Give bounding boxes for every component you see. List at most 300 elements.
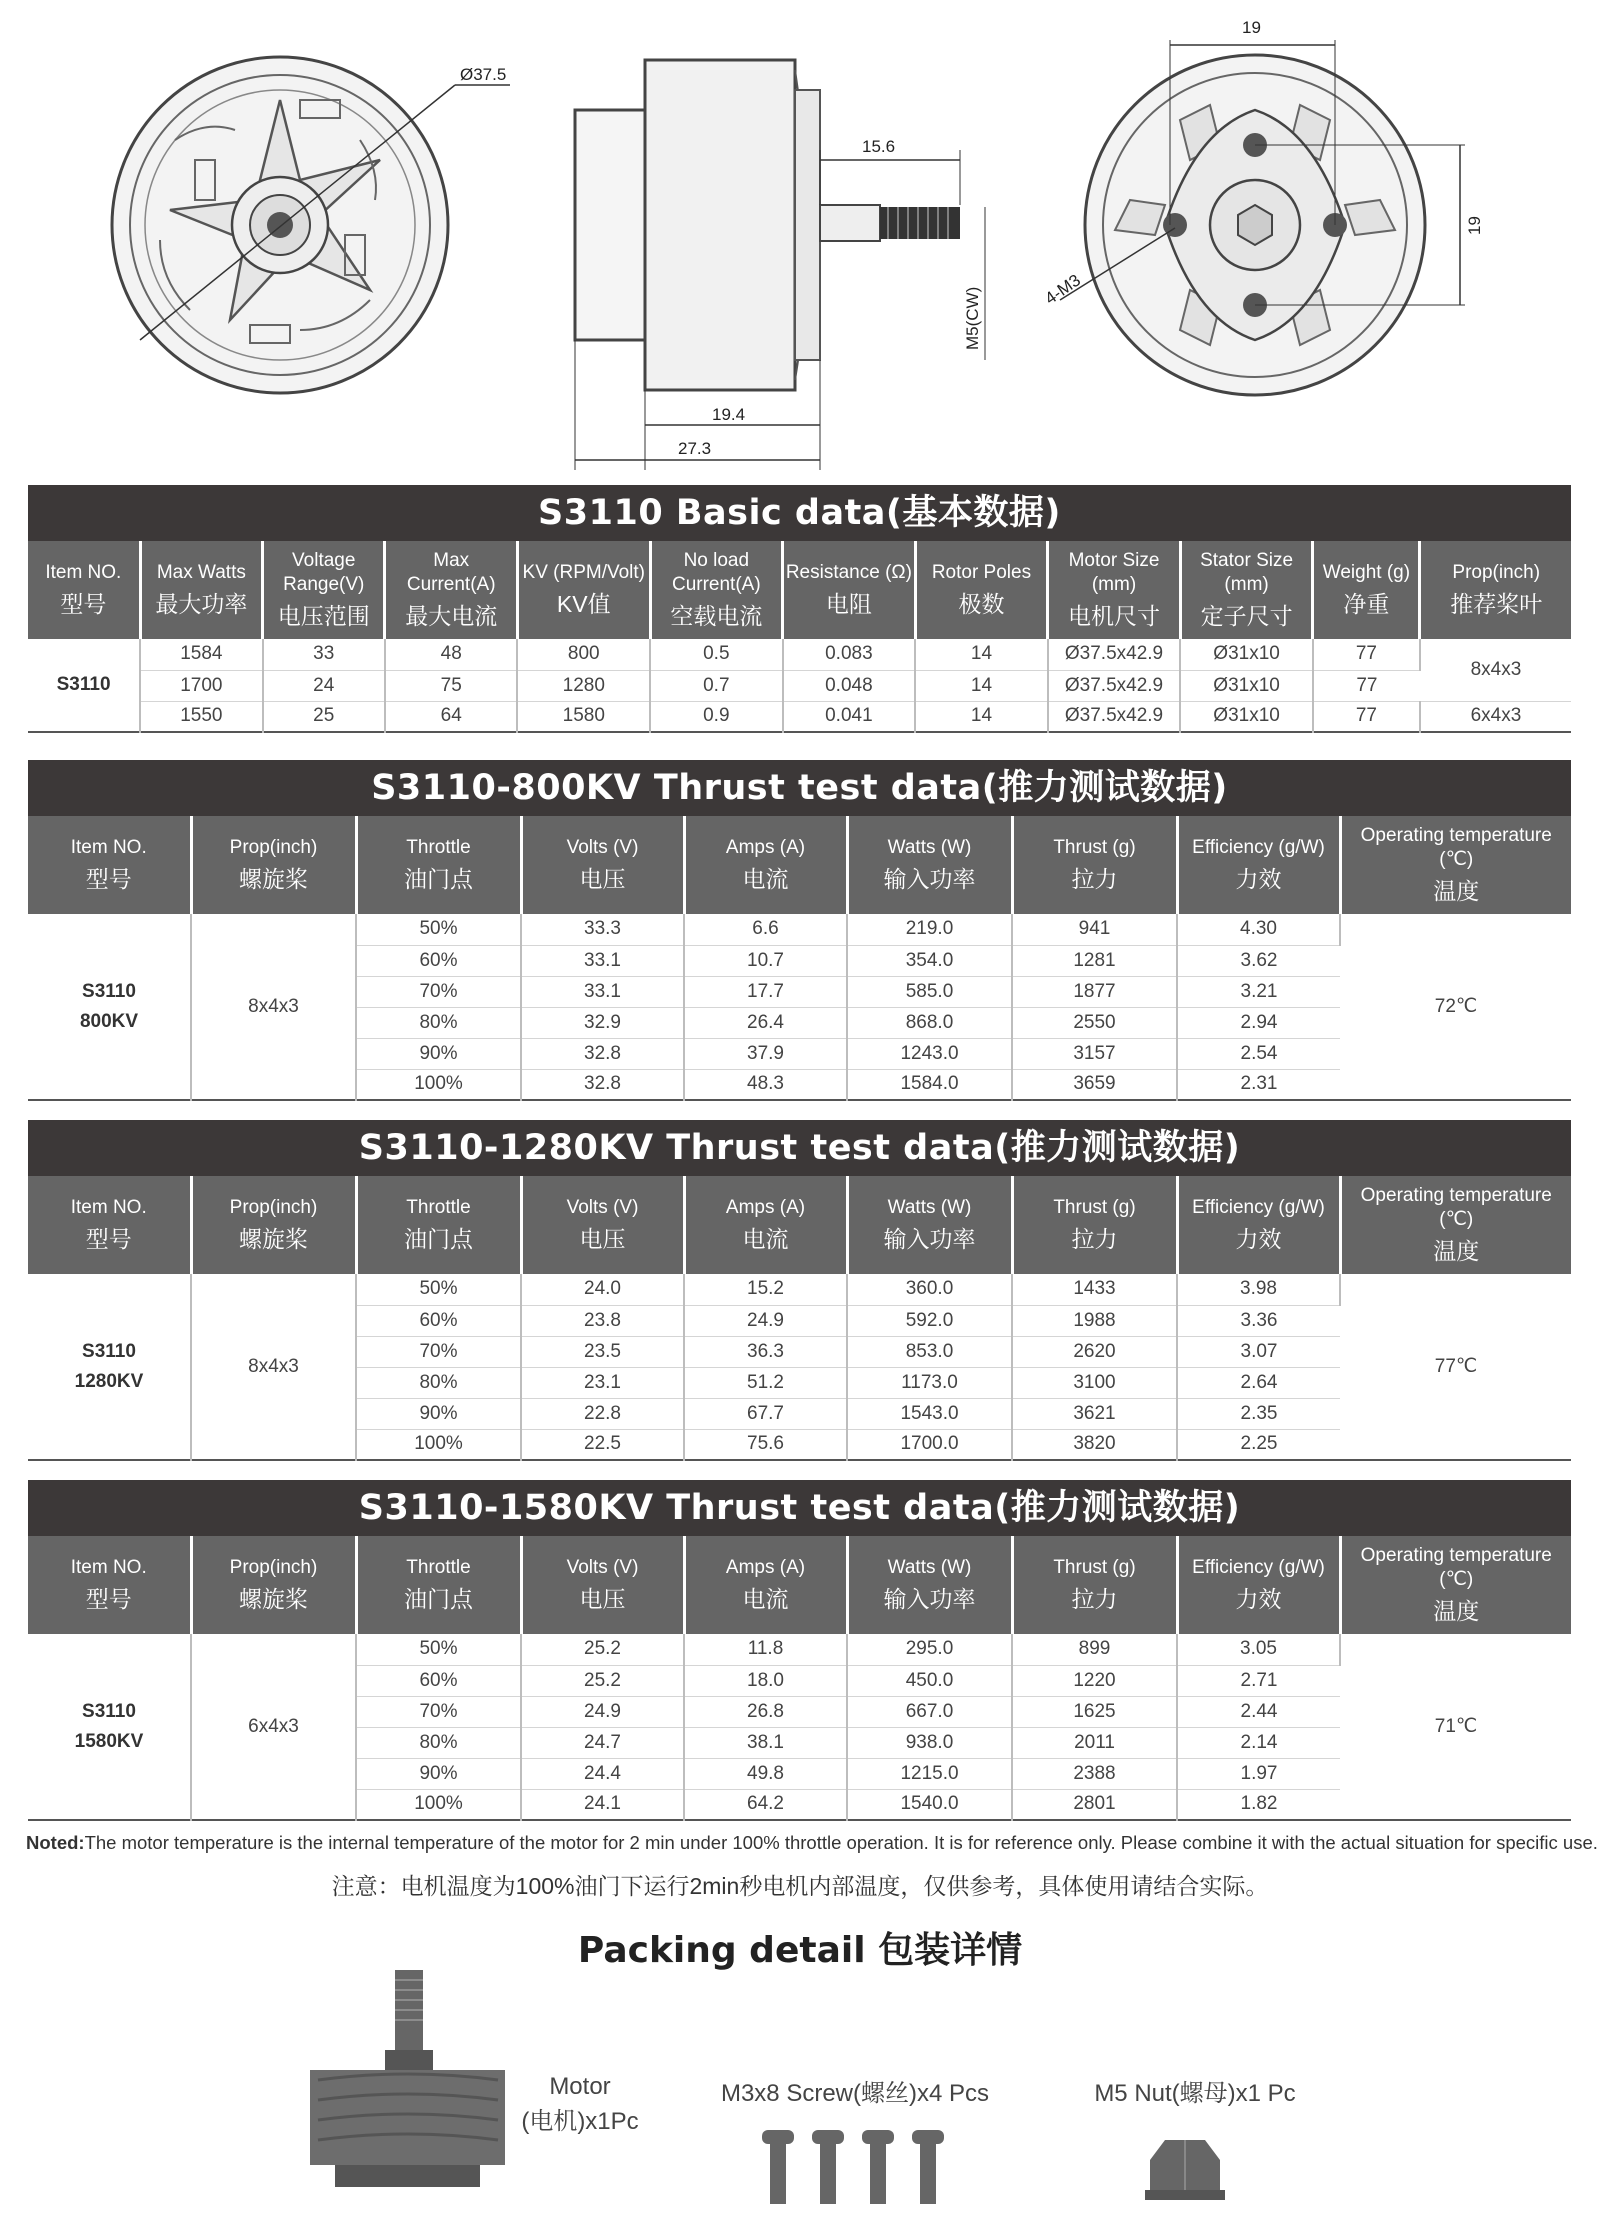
prop-cell: 6x4x3	[1420, 701, 1571, 732]
table-cell: 1584.0	[847, 1069, 1012, 1100]
table-cell: 23.5	[521, 1336, 684, 1367]
table-cell: 24.0	[521, 1274, 684, 1305]
thrust-section	[28, 1120, 1571, 1461]
column-header-cn: 电压	[579, 1586, 626, 1612]
table-cell: 77	[1313, 701, 1420, 732]
table-cell: 23.8	[521, 1305, 684, 1336]
column-header	[263, 541, 385, 639]
table-cell: 26.4	[684, 1007, 847, 1038]
bottom-height-dim: 19	[1465, 216, 1484, 235]
column-header-cn: 输入功率	[883, 1586, 976, 1612]
prop-cell: 8x4x3	[191, 914, 356, 1100]
table-cell: 23.1	[521, 1367, 684, 1398]
table-cell: Ø31x10	[1180, 701, 1313, 732]
column-header	[915, 541, 1048, 639]
body-length-dim: 19.4	[712, 405, 746, 424]
table-row	[28, 701, 1571, 732]
column-header-cn: 力效	[1235, 1586, 1282, 1612]
table-cell: 4.30	[1177, 914, 1340, 945]
column-header-en: Operating temperature (℃)	[1360, 1185, 1552, 1230]
thrust-table	[28, 1536, 1571, 1821]
column-header-en: Item NO.	[70, 1557, 147, 1578]
table-cell: 1988	[1012, 1305, 1177, 1336]
item-cell	[28, 1634, 191, 1820]
column-header-en: Watts (W)	[887, 1197, 972, 1218]
item-cell	[28, 914, 191, 1100]
table-cell: Ø37.5x42.9	[1048, 639, 1181, 670]
motor-image	[310, 1970, 505, 2187]
column-header-cn: 型号	[60, 591, 107, 617]
table-cell: 75.6	[684, 1429, 847, 1460]
table-cell: 80%	[356, 1727, 521, 1758]
item-line1: S3110	[82, 1700, 136, 1722]
table-cell: 1700	[140, 670, 262, 701]
thrust-header-row	[28, 1176, 1571, 1274]
column-header	[521, 1536, 684, 1634]
basic-data-title: S3110 Basic data(基本数据)	[28, 485, 1571, 541]
table-cell: 2620	[1012, 1336, 1177, 1367]
column-header-en: Watts (W)	[887, 1557, 972, 1578]
basic-data-table	[28, 541, 1571, 733]
table-cell: 32.8	[521, 1069, 684, 1100]
column-header-en: Throttle	[406, 1557, 471, 1578]
table-cell: 1.97	[1177, 1758, 1340, 1789]
column-header	[1313, 541, 1420, 639]
table-cell: 3.07	[1177, 1336, 1340, 1367]
column-header-en: Item NO.	[70, 1197, 147, 1218]
table-cell: 938.0	[847, 1727, 1012, 1758]
column-header	[684, 816, 847, 914]
thrust-table	[28, 1176, 1571, 1461]
table-cell: 3.05	[1177, 1634, 1340, 1665]
column-header-cn: 油门点	[404, 866, 473, 892]
column-header-en: Prop(inch)	[229, 1197, 318, 1218]
item-line2: 1580KV	[74, 1730, 144, 1752]
column-header	[385, 541, 518, 639]
table-cell: 37.9	[684, 1038, 847, 1069]
column-header	[684, 1536, 847, 1634]
column-header	[1177, 816, 1340, 914]
column-header-cn: 型号	[85, 1586, 132, 1612]
column-header	[1180, 541, 1313, 639]
table-cell: 22.5	[521, 1429, 684, 1460]
table-row	[28, 914, 1571, 945]
column-header-en: Weight (g)	[1322, 562, 1411, 583]
table-cell: 33	[263, 639, 385, 670]
item-line1: S3110	[82, 980, 136, 1002]
table-cell: 941	[1012, 914, 1177, 945]
table-cell: 70%	[356, 1336, 521, 1367]
table-cell: 50%	[356, 1274, 521, 1305]
basic-header-row	[28, 541, 1571, 639]
table-cell: 14	[915, 701, 1048, 732]
note	[26, 1832, 1598, 1854]
table-cell: 219.0	[847, 914, 1012, 945]
column-header	[650, 541, 783, 639]
table-cell: 24.9	[521, 1696, 684, 1727]
item-cell: S3110	[28, 639, 140, 732]
table-cell: 14	[915, 639, 1048, 670]
column-header-cn: 空载电流	[670, 603, 763, 629]
table-cell: 1220	[1012, 1665, 1177, 1696]
column-header-en: Throttle	[406, 1197, 471, 1218]
column-header	[521, 816, 684, 914]
basic-data-section	[28, 485, 1571, 733]
table-cell: 25.2	[521, 1634, 684, 1665]
column-header-en: Operating temperature (℃)	[1360, 825, 1552, 870]
column-header-en: Watts (W)	[887, 837, 972, 858]
table-cell: 33.1	[521, 945, 684, 976]
screw-image	[762, 2130, 944, 2204]
table-cell: 2.94	[1177, 1007, 1340, 1038]
table-cell: 0.048	[783, 670, 916, 701]
table-cell: 667.0	[847, 1696, 1012, 1727]
temperature-cell: 71℃	[1340, 1634, 1571, 1820]
column-header-cn: 电流	[742, 1586, 789, 1612]
table-cell: 1.82	[1177, 1789, 1340, 1820]
table-row	[28, 639, 1571, 670]
table-cell: 17.7	[684, 976, 847, 1007]
column-header-en: Volts (V)	[566, 1197, 639, 1218]
table-cell: 49.8	[684, 1758, 847, 1789]
column-header-cn: 型号	[85, 866, 132, 892]
column-header-cn: 电压	[579, 866, 626, 892]
column-header	[783, 541, 916, 639]
table-cell: 60%	[356, 1665, 521, 1696]
column-header-cn: 拉力	[1071, 1586, 1118, 1612]
table-cell: 100%	[356, 1429, 521, 1460]
column-header-cn: 力效	[1235, 1226, 1282, 1252]
table-cell: 450.0	[847, 1665, 1012, 1696]
column-header-cn: 螺旋桨	[239, 1226, 308, 1252]
column-header-cn: 螺旋桨	[239, 1586, 308, 1612]
column-header-cn: KV值	[556, 591, 611, 617]
table-cell: Ø37.5x42.9	[1048, 701, 1181, 732]
column-header-en: Prop(inch)	[1452, 562, 1541, 583]
table-cell: 75	[385, 670, 518, 701]
motor-technical-drawings	[0, 0, 1600, 480]
table-cell: 585.0	[847, 976, 1012, 1007]
column-header-cn: 净重	[1343, 591, 1390, 617]
column-header-en: Amps (A)	[725, 1197, 806, 1218]
column-header	[1012, 1176, 1177, 1274]
table-cell: 51.2	[684, 1367, 847, 1398]
column-header-en: Thrust (g)	[1053, 1197, 1136, 1218]
table-cell: 77	[1313, 670, 1420, 701]
column-header-en: Volts (V)	[566, 837, 639, 858]
table-cell: 1173.0	[847, 1367, 1012, 1398]
table-cell: 1215.0	[847, 1758, 1012, 1789]
column-header	[1340, 816, 1571, 914]
column-header-cn: 电压	[579, 1226, 626, 1252]
table-cell: 80%	[356, 1367, 521, 1398]
table-cell: 0.5	[650, 639, 783, 670]
bottom-width-dim: 19	[1242, 18, 1261, 37]
column-header	[847, 1176, 1012, 1274]
column-header	[517, 541, 650, 639]
column-header-cn: 定子尺寸	[1200, 603, 1293, 629]
table-cell: 3820	[1012, 1429, 1177, 1460]
table-cell: 2388	[1012, 1758, 1177, 1789]
table-row	[28, 670, 1571, 701]
table-row	[28, 1634, 1571, 1665]
column-header-cn: 最大功率	[155, 591, 248, 617]
table-cell: 22.8	[521, 1398, 684, 1429]
table-cell: 2.64	[1177, 1367, 1340, 1398]
column-header	[521, 1176, 684, 1274]
column-header-en: Item NO.	[45, 562, 122, 583]
table-cell: 1700.0	[847, 1429, 1012, 1460]
column-header-en: Thrust (g)	[1053, 1557, 1136, 1578]
front-view-drawing	[112, 57, 510, 393]
column-header-en: Max Current(A)	[406, 550, 496, 595]
front-diameter-dim: Ø37.5	[460, 65, 507, 84]
table-cell: 1281	[1012, 945, 1177, 976]
column-header-en: Efficiency (g/W)	[1192, 1557, 1325, 1578]
table-cell: 26.8	[684, 1696, 847, 1727]
table-cell: 60%	[356, 945, 521, 976]
basic-body	[28, 639, 1571, 732]
motor-label	[515, 2073, 645, 2136]
table-cell: 24	[263, 670, 385, 701]
table-cell: 15.2	[684, 1274, 847, 1305]
column-header	[356, 1536, 521, 1634]
table-cell: 0.7	[650, 670, 783, 701]
table-cell: 2550	[1012, 1007, 1177, 1038]
table-cell: 1550	[140, 701, 262, 732]
table-cell: 24.7	[521, 1727, 684, 1758]
table-cell: 25	[263, 701, 385, 732]
column-header-en: Amps (A)	[725, 837, 806, 858]
column-header-cn: 电压范围	[277, 603, 370, 629]
side-view-drawing	[575, 60, 985, 470]
screw-label: M3x8 Screw(螺丝)x4 Pcs	[720, 2080, 990, 2107]
column-header-en: KV (RPM/Volt)	[522, 562, 645, 583]
table-cell: 50%	[356, 1634, 521, 1665]
nut-label: M5 Nut(螺母)x1 Pc	[1094, 2080, 1296, 2107]
column-header	[1420, 541, 1571, 639]
table-cell: 1584	[140, 639, 262, 670]
column-header	[28, 1536, 191, 1634]
column-header	[1340, 1176, 1571, 1274]
prop-cell: 8x4x3	[1420, 639, 1571, 701]
table-cell: Ø31x10	[1180, 670, 1313, 701]
table-row	[28, 1274, 1571, 1305]
table-cell: 1543.0	[847, 1398, 1012, 1429]
temperature-cell: 72℃	[1340, 914, 1571, 1100]
column-header-cn: 油门点	[404, 1226, 473, 1252]
table-cell: 0.9	[650, 701, 783, 732]
column-header-cn: 电流	[742, 866, 789, 892]
table-cell: 3621	[1012, 1398, 1177, 1429]
table-cell: 2.31	[1177, 1069, 1340, 1100]
column-header-en: Voltage Range(V)	[283, 550, 365, 595]
table-cell: 36.3	[684, 1336, 847, 1367]
nut-image	[1145, 2140, 1225, 2200]
table-cell: 2.35	[1177, 1398, 1340, 1429]
table-cell: 33.3	[521, 914, 684, 945]
thrust-section-title: S3110-800KV Thrust test data(推力测试数据)	[28, 760, 1571, 816]
column-header-cn: 电机尺寸	[1068, 603, 1161, 629]
column-header-cn: 型号	[85, 1226, 132, 1252]
table-cell: 1877	[1012, 976, 1177, 1007]
thrust-section	[28, 1480, 1571, 1821]
note-text: The motor temperature is the internal temperature of the motor for 2 min under 100% throttle operation. It is for reference only. Please combine it with the actual situation for specific use.	[84, 1832, 1598, 1853]
table-cell: 1540.0	[847, 1789, 1012, 1820]
thread-spec-dim: M5(CW)	[963, 286, 982, 350]
table-cell: 853.0	[847, 1336, 1012, 1367]
motor-label-line2: (电机)x1Pc	[521, 2108, 639, 2135]
table-cell: 70%	[356, 1696, 521, 1727]
column-header	[847, 816, 1012, 914]
column-header	[191, 1176, 356, 1274]
thrust-section-title: S3110-1580KV Thrust test data(推力测试数据)	[28, 1480, 1571, 1536]
column-header	[1177, 1176, 1340, 1274]
table-cell: 0.041	[783, 701, 916, 732]
thrust-table	[28, 816, 1571, 1101]
table-cell: 18.0	[684, 1665, 847, 1696]
column-header-en: Efficiency (g/W)	[1192, 837, 1325, 858]
table-cell: 60%	[356, 1305, 521, 1336]
bottom-view-drawing	[1041, 18, 1484, 395]
thrust-section	[28, 760, 1571, 1101]
column-header-en: Prop(inch)	[229, 837, 318, 858]
table-cell: 90%	[356, 1398, 521, 1429]
column-header	[1048, 541, 1181, 639]
table-cell: 100%	[356, 1069, 521, 1100]
table-cell: 80%	[356, 1007, 521, 1038]
table-cell: 1625	[1012, 1696, 1177, 1727]
table-cell: 1433	[1012, 1274, 1177, 1305]
column-header-cn: 输入功率	[883, 1226, 976, 1252]
shaft-length-dim: 15.6	[862, 137, 896, 156]
prop-cell: 8x4x3	[191, 1274, 356, 1460]
column-header-en: Rotor Poles	[931, 562, 1032, 583]
table-cell: 48	[385, 639, 518, 670]
table-cell: 32.8	[521, 1038, 684, 1069]
column-header-cn: 极数	[958, 591, 1005, 617]
column-header	[847, 1536, 1012, 1634]
table-cell: 360.0	[847, 1274, 1012, 1305]
table-cell: 32.9	[521, 1007, 684, 1038]
motor-label-line1: Motor	[549, 2073, 611, 2100]
column-header-cn: 电流	[742, 1226, 789, 1252]
column-header-en: Volts (V)	[566, 1557, 639, 1578]
column-header	[1340, 1536, 1571, 1634]
note-label: Noted:	[26, 1832, 85, 1853]
table-cell: 3.98	[1177, 1274, 1340, 1305]
column-header	[356, 1176, 521, 1274]
table-cell: 592.0	[847, 1305, 1012, 1336]
table-cell: 67.7	[684, 1398, 847, 1429]
column-header	[356, 816, 521, 914]
table-cell: 800	[517, 639, 650, 670]
column-header-cn: 拉力	[1071, 866, 1118, 892]
table-cell: 2801	[1012, 1789, 1177, 1820]
table-cell: 1580	[517, 701, 650, 732]
table-cell: 14	[915, 670, 1048, 701]
table-cell: 38.1	[684, 1727, 847, 1758]
column-header	[1177, 1536, 1340, 1634]
table-cell: 90%	[356, 1758, 521, 1789]
table-cell: Ø37.5x42.9	[1048, 670, 1181, 701]
table-cell: 100%	[356, 1789, 521, 1820]
table-cell: 3659	[1012, 1069, 1177, 1100]
table-cell: 2.25	[1177, 1429, 1340, 1460]
packing-title: Packing detail 包装详情	[577, 1930, 1023, 1971]
column-header	[1012, 816, 1177, 914]
column-header-cn: 温度	[1433, 1598, 1480, 1624]
table-cell: 1243.0	[847, 1038, 1012, 1069]
mount-holes-dim: 4-M3	[1041, 270, 1085, 309]
table-cell: 3.62	[1177, 945, 1340, 976]
column-header-en: No load Current(A)	[671, 550, 761, 595]
table-cell: 2.54	[1177, 1038, 1340, 1069]
column-header-en: Motor Size (mm)	[1068, 550, 1160, 595]
column-header-cn: 螺旋桨	[239, 866, 308, 892]
thrust-header-row	[28, 1536, 1571, 1634]
column-header-en: Thrust (g)	[1053, 837, 1136, 858]
table-cell: 3.21	[1177, 976, 1340, 1007]
total-length-dim: 27.3	[678, 439, 712, 458]
column-header	[28, 816, 191, 914]
thrust-header-row	[28, 816, 1571, 914]
temperature-cell: 77℃	[1340, 1274, 1571, 1460]
prop-cell: 6x4x3	[191, 1634, 356, 1820]
column-header-en: Operating temperature (℃)	[1360, 1545, 1552, 1590]
column-header-cn: 拉力	[1071, 1226, 1118, 1252]
table-cell: Ø31x10	[1180, 639, 1313, 670]
table-cell: 354.0	[847, 945, 1012, 976]
table-cell: 24.9	[684, 1305, 847, 1336]
column-header-cn: 温度	[1433, 878, 1480, 904]
table-cell: 0.083	[783, 639, 916, 670]
table-cell: 3.36	[1177, 1305, 1340, 1336]
column-header-cn: 推荐桨叶	[1450, 591, 1543, 617]
column-header	[28, 541, 140, 639]
column-header-en: Prop(inch)	[229, 1557, 318, 1578]
table-cell: 6.6	[684, 914, 847, 945]
column-header	[1012, 1536, 1177, 1634]
column-header-en: Efficiency (g/W)	[1192, 1197, 1325, 1218]
column-header	[684, 1176, 847, 1274]
table-cell: 64.2	[684, 1789, 847, 1820]
table-cell: 24.1	[521, 1789, 684, 1820]
table-cell: 48.3	[684, 1069, 847, 1100]
table-cell: 11.8	[684, 1634, 847, 1665]
column-header-cn: 油门点	[404, 1586, 473, 1612]
table-cell: 1280	[517, 670, 650, 701]
table-cell: 70%	[356, 976, 521, 1007]
column-header-en: Throttle	[406, 837, 471, 858]
column-header	[191, 1536, 356, 1634]
column-header-cn: 力效	[1235, 866, 1282, 892]
column-header-cn: 最大电流	[405, 603, 498, 629]
table-cell: 3157	[1012, 1038, 1177, 1069]
table-cell: 90%	[356, 1038, 521, 1069]
table-cell: 899	[1012, 1634, 1177, 1665]
item-line1: S3110	[82, 1340, 136, 1362]
note-chinese: 注意：电机温度为100%油门下运行2min秒电机内部温度，仅供参考，具体使用请结合实际。	[331, 1873, 1269, 1899]
column-header-cn: 输入功率	[883, 866, 976, 892]
thrust-section-title: S3110-1280KV Thrust test data(推力测试数据)	[28, 1120, 1571, 1176]
column-header-en: Max Watts	[156, 562, 246, 583]
table-cell: 77	[1313, 639, 1420, 670]
item-line2: 800KV	[79, 1010, 139, 1032]
table-cell: 2011	[1012, 1727, 1177, 1758]
table-cell: 10.7	[684, 945, 847, 976]
table-cell: 50%	[356, 914, 521, 945]
